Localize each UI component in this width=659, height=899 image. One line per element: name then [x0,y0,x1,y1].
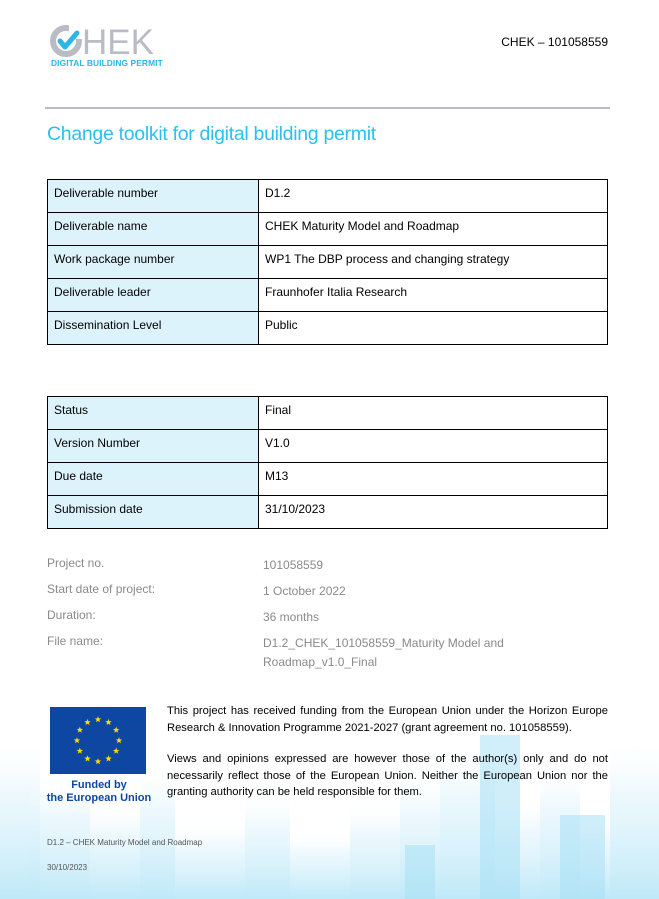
header-reference: CHEK – 101058559 [501,35,608,49]
table-row [48,430,608,463]
table-row [48,246,608,279]
row-value: M13 [259,463,608,496]
eu-flag-icon [50,707,146,774]
meta-label: File name: [47,634,104,648]
row-label: Work package number [48,246,259,279]
meta-label: Duration: [47,608,96,622]
footer-document: D1.2 – CHEK Maturity Model and Roadmap [47,838,203,847]
row-value: D1.2 [259,180,608,213]
eu-funded-caption [46,779,152,805]
table-row [48,312,608,345]
row-value: V1.0 [259,430,608,463]
svg-text:HEK: HEK [82,23,154,62]
table-row [48,180,608,213]
funding-paragraph: This project has received funding from the European Union under the Horizon Europe Research & Innovation Programme 2021-2027 (grant agreement no. 101058559). [167,705,608,734]
row-label: Deliverable leader [48,279,259,312]
row-label: Due date [48,463,259,496]
row-value: 31/10/2023 [259,496,608,529]
footer-date: 30/10/2023 [47,863,88,872]
meta-value: 36 months [263,610,320,624]
row-label: Dissemination Level [48,312,259,345]
meta-label: Project no. [47,556,105,570]
row-label: Submission date [48,496,259,529]
header-divider [45,107,610,109]
funding-statement [167,703,608,816]
status-table [47,396,608,529]
row-label: Status [48,397,259,430]
row-value: CHEK Maturity Model and Roadmap [259,213,608,246]
table-row [48,496,608,529]
row-value: Fraunhofer Italia Research [259,279,608,312]
deliverable-table [47,179,608,345]
eu-caption-line1: Funded by [71,779,127,791]
row-label: Deliverable name [48,213,259,246]
row-label: Version Number [48,430,259,463]
meta-value: D1.2_CHEK_101058559_Maturity Model and Roadmap_v1.0_Final [263,636,504,669]
table-row [48,279,608,312]
table-row [48,213,608,246]
row-value: Public [259,312,608,345]
meta-value: 101058559 [263,558,324,572]
table-row [48,463,608,496]
table-row [48,397,608,430]
row-value: Final [259,397,608,430]
eu-caption-line2: the European Union [46,792,152,804]
disclaimer-paragraph: Views and opinions expressed are however those of the author(s) only and do not necessarily reflect those of the European Union. Neither the European Union nor the granting authority can be held responsible for them. [167,753,608,798]
document-title: Change toolkit for digital building permit [47,123,376,145]
row-value: WP1 The DBP process and changing strategy [259,246,608,279]
logo-tagline: DIGITAL BUILDING PERMIT [51,58,163,68]
meta-label: Start date of project: [47,582,156,596]
row-label: Deliverable number [48,180,259,213]
meta-value: 1 October 2022 [263,584,346,598]
